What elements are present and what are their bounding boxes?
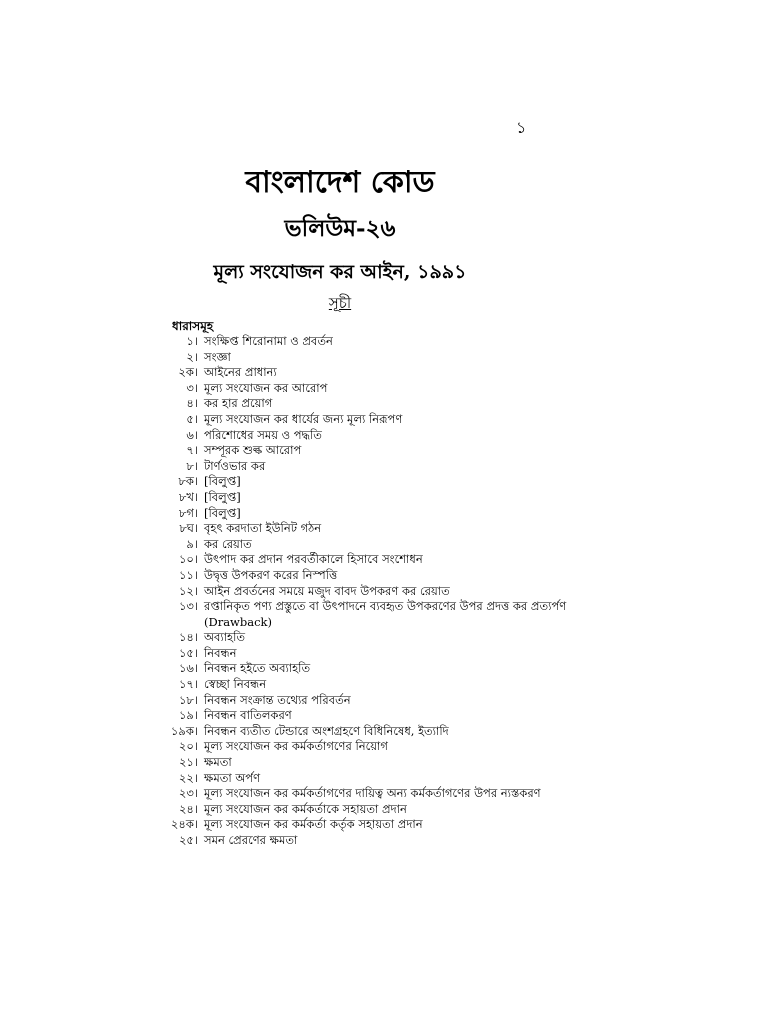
section-number: ১৭।: [178, 677, 198, 692]
section-title: উদ্বৃত্ত উপকরণ করের নিস্পত্তি: [204, 567, 338, 582]
page-number: ১: [516, 118, 527, 137]
section-number: ৫।: [186, 411, 198, 426]
section-number: ১৮।: [178, 692, 198, 707]
section-number: ৩।: [186, 380, 198, 395]
section-number: ১৬।: [178, 661, 198, 676]
section-title: কর রেয়াত: [204, 536, 252, 551]
section-title: সংক্ষিপ্ত শিরোনামা ও প্রবর্তন: [204, 334, 333, 348]
section-title: অব্যাহতি: [204, 630, 245, 645]
toc-row: [150, 552, 570, 568]
volume-title: ভলিউম-২৬: [284, 215, 396, 242]
toc-row: [150, 412, 570, 428]
toc-row: [150, 817, 570, 833]
toc-row: [150, 771, 570, 787]
section-number: ১২।: [178, 583, 198, 598]
section-title: নিবন্ধন বাতিলকরণ: [204, 708, 292, 723]
section-number: ৮ঘ।: [179, 521, 198, 536]
section-heading: ধারাসমূহ: [172, 319, 214, 333]
toc-row: [150, 646, 570, 662]
section-number: ২৫।: [178, 833, 198, 847]
toc-row: [150, 661, 570, 677]
toc-row: [150, 677, 570, 693]
section-title: মূল্য সংযোজন কর কর্মকর্তা কর্তৃক সহায়তা প্রদান: [204, 817, 423, 832]
section-title: মূল্য সংযোজন কর কর্মকর্তাগণের নিয়োগ: [204, 739, 388, 754]
section-title: আইনের প্রাধান্য: [204, 365, 277, 380]
toc-row: [150, 490, 570, 506]
section-title: মূল্য সংযোজন কর কর্মকর্তাগণের দায়িত্ব অন্য কর্মকর্তাগণের উপর ন্যস্তকরণ: [204, 786, 541, 801]
section-number: ১৩।: [178, 599, 198, 614]
section-number: ৮ক।: [178, 474, 198, 489]
section-number: ২ক।: [178, 365, 198, 380]
toc-row: [150, 350, 570, 366]
section-number: ২১।: [178, 755, 198, 770]
section-title: ক্ষমতা অর্পণ: [204, 770, 261, 785]
section-title: রপ্তানিকৃত পণ্য প্রস্তুতে বা উৎপাদনে ব্যবহৃত উপকরণের উপর প্রদত্ত কর প্রত্যর্পণ (Drawback): [204, 599, 567, 629]
section-number: ৪।: [186, 396, 198, 411]
toc-row: [150, 693, 570, 709]
toc-row: [150, 334, 570, 350]
section-title: সম্পূরক শুল্ক আরোপ: [204, 443, 302, 458]
section-title: পরিশোধের সময় ও পদ্ধতি: [204, 427, 322, 442]
section-title: বৃহৎ করদাতা ইউনিট গঠন: [204, 521, 322, 536]
section-number: ২৪।: [178, 801, 198, 816]
toc-row: [150, 506, 570, 522]
section-title: কর হার প্রয়োগ: [204, 396, 273, 411]
toc-row: [150, 755, 570, 771]
toc-title: সূচী: [328, 294, 352, 312]
toc-row: [150, 537, 570, 553]
section-title: [বিলুপ্ত]: [204, 489, 241, 504]
section-title: নিবন্ধন হইতে অব্যাহতি: [204, 661, 311, 676]
document-title: বাংলাদেশ কোড: [245, 165, 435, 200]
section-number: ২৪ক।: [170, 817, 198, 832]
toc-row: [150, 786, 570, 802]
section-number: ২।: [186, 349, 198, 364]
section-title: স্বেচ্ছা নিবন্ধন: [204, 677, 267, 692]
section-title: নিবন্ধন: [204, 645, 237, 660]
section-number: ১৫।: [178, 645, 198, 660]
toc-row: [150, 833, 570, 849]
toc-row: [150, 630, 570, 646]
section-title: নিবন্ধন সংক্রান্ত তথ্যের পরিবর্তন: [204, 692, 351, 707]
section-title: মূল্য সংযোজন কর ধার্যের জন্য মূল্য নিরূপণ: [204, 411, 403, 426]
toc-row: [150, 428, 570, 444]
toc-row: [150, 381, 570, 397]
section-number: ১০।: [178, 552, 198, 567]
section-number: ৭।: [186, 443, 198, 458]
section-number: ৮গ।: [178, 505, 198, 520]
toc-row: [150, 599, 570, 630]
toc-row: [150, 584, 570, 600]
toc-row: [150, 474, 570, 490]
section-number: ১১।: [178, 567, 198, 582]
section-title: উৎপাদ কর প্রদান পরবর্তীকালে হিসাবে সংশোধন: [204, 552, 423, 567]
section-number: ১৯।: [178, 708, 198, 723]
toc-row: [150, 802, 570, 818]
toc-row: [150, 459, 570, 475]
act-title: মূল্য সংযোজন কর আইন, ১৯৯১: [213, 261, 467, 283]
section-number: ২০।: [178, 739, 198, 754]
section-number: ১৯ক।: [170, 723, 198, 738]
section-number: ১।: [186, 334, 198, 348]
toc-row: [150, 739, 570, 755]
section-title: সমন প্রেরণের ক্ষমতা: [204, 833, 298, 847]
section-title: আইন প্রবর্তনের সময়ে মজুদ বাবদ উপকরণ কর রেয়াত: [204, 583, 450, 598]
section-number: ৯।: [186, 536, 198, 551]
toc-row: [150, 568, 570, 584]
section-number: ২২।: [178, 770, 198, 785]
section-title: মূল্য সংযোজন কর কর্মকর্তাকে সহায়তা প্রদান: [204, 801, 407, 816]
toc-row: [150, 724, 570, 740]
section-number: ২৩।: [178, 786, 198, 801]
toc-row: [150, 396, 570, 412]
section-number: ৬।: [186, 427, 198, 442]
toc-row: [150, 443, 570, 459]
section-number: ৮খ।: [178, 489, 198, 504]
section-number: ১৪।: [178, 630, 198, 645]
section-title: টার্ণওভার কর: [204, 458, 266, 473]
section-number: ৮।: [186, 458, 198, 473]
section-title: নিবন্ধন ব্যতীত টেন্ডারে অংশগ্রহণে বিধিনিষেধ, ইত্যাদি: [204, 723, 449, 738]
section-title: [বিলুপ্ত]: [204, 474, 241, 489]
section-title: মূল্য সংযোজন কর আরোপ: [204, 380, 328, 395]
toc-row: [150, 521, 570, 537]
toc-row: [150, 708, 570, 724]
section-title: [বিলুপ্ত]: [204, 505, 241, 520]
section-title: ক্ষমতা: [204, 755, 232, 770]
toc-list: [150, 334, 570, 849]
toc-row: [150, 365, 570, 381]
section-title: সংজ্ঞা: [204, 349, 231, 364]
